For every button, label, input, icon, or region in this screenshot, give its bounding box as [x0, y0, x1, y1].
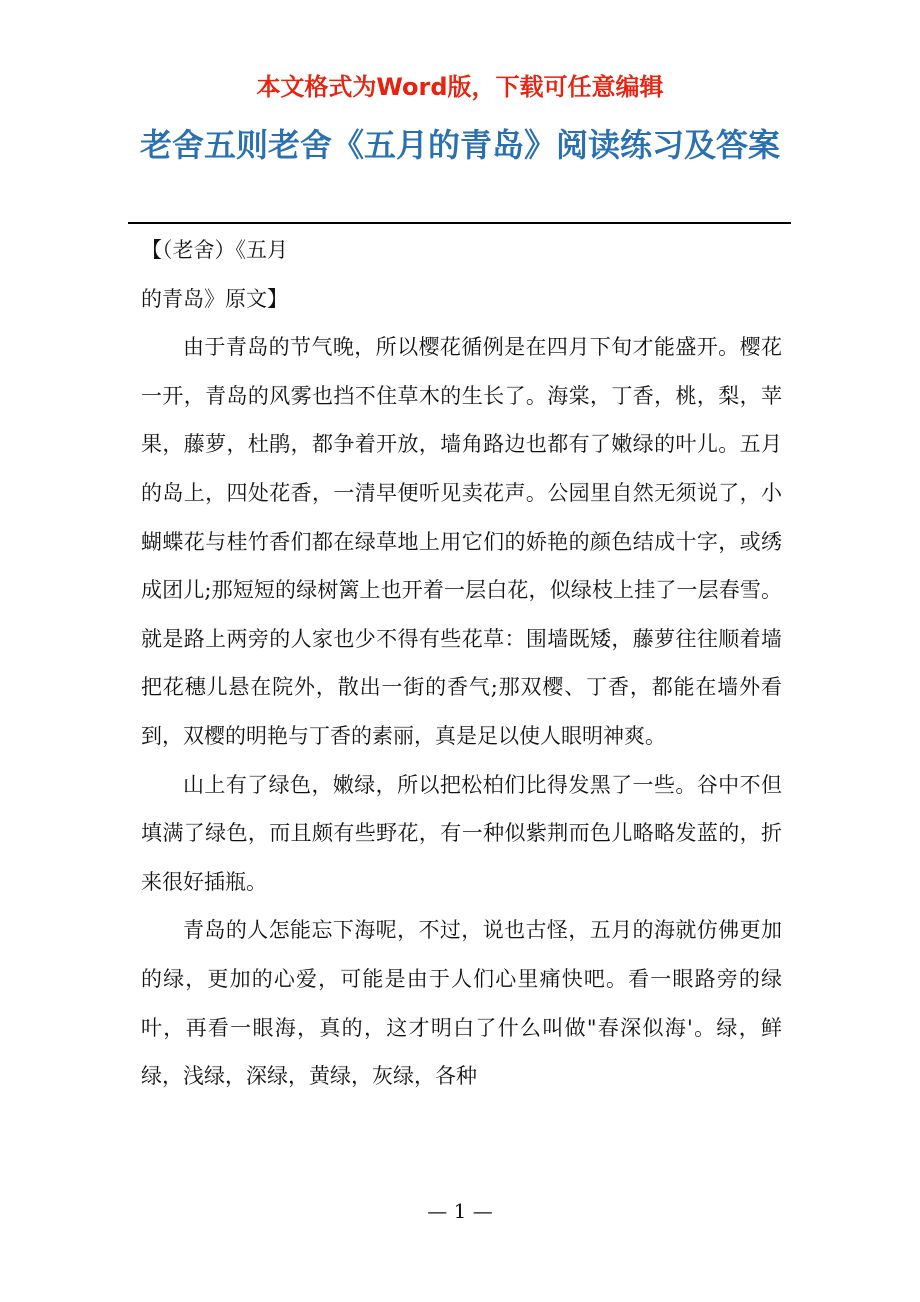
title-divider	[128, 222, 791, 224]
document-body	[141, 226, 782, 1101]
paragraph-1: 由于青岛的节气晚，所以樱花循例是在四月下旬才能盛开。樱花一开，青岛的风雾也挡不住草木的生长了。海棠，丁香，桃，梨，苹果，藤萝，杜鹃，都争着开放，墙角路边也都有了嫩绿的叶儿。五月的岛上，四处花香，一清早便听见卖花声。公园里自然无须说了，小蝴蝶花与桂竹香们都在绿草地上用它们的娇艳的颜色结成十字，或绣成团儿;那短短的绿树篱上也开着一层白花，似绿枝上挂了一层春雪。就是路上两旁的人家也少不得有些花草：围墙既矮，藤萝往往顺着墙把花穗儿悬在院外，散出一街的香气;那双樱、丁香，都能在墙外看到，双樱的明艳与丁香的素丽，真是足以使人眼明神爽。	[141, 335, 782, 748]
paragraph-3: 青岛的人怎能忘下海呢，不过，说也古怪，五月的海就仿佛更加的绿，更加的心爱，可能是由于人们心里痛快吧。看一眼路旁的绿叶，再看一眼海，真的，这才明白了什么叫做"春深似海'。绿，鲜绿，浅绿，深绿，黄绿，灰绿，各种	[141, 918, 782, 1089]
paragraph-2: 山上有了绿色，嫩绿，所以把松柏们比得发黑了一些。谷中不但填满了绿色，而且颇有些野花，有一种似紫荆而色儿略略发蓝的，折来很好插瓶。	[141, 772, 782, 894]
page-number: — 1 —	[427, 1199, 493, 1223]
source-line-2: 的青岛》原文】	[141, 286, 288, 311]
source-line-1: 【（老舍）《五月	[141, 238, 288, 262]
format-notice-banner: 本文格式为Word版，下载可任意编辑	[256, 73, 664, 101]
document-title: 老舍五则老舍《五月的青岛》阅读练习及答案	[139, 126, 780, 164]
